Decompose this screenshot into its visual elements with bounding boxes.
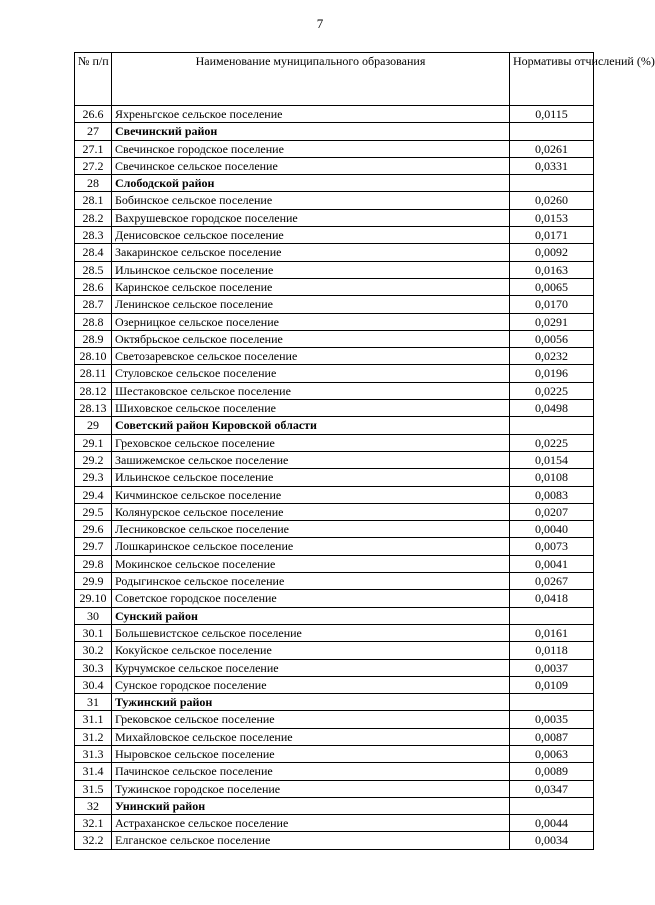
table-row bbox=[75, 106, 594, 123]
table-row bbox=[75, 278, 594, 295]
table-row bbox=[75, 382, 594, 399]
norm-value-cell: 0,0056 bbox=[510, 330, 594, 347]
norm-value-cell: 0,0267 bbox=[510, 573, 594, 590]
municipality-name-cell: Вахрушевское городское поселение bbox=[112, 209, 510, 226]
page-number: 7 bbox=[316, 16, 324, 31]
norms-table bbox=[74, 52, 655, 850]
norm-value-cell: 0,0225 bbox=[510, 382, 594, 399]
table-row bbox=[75, 676, 594, 693]
municipality-name-cell: Закаринское сельское поселение bbox=[112, 244, 510, 261]
norm-value-cell: 0,0498 bbox=[510, 400, 594, 417]
row-number-cell: 29.3 bbox=[75, 469, 112, 486]
norm-value-cell: 0,0044 bbox=[510, 815, 594, 832]
row-number-cell: 29.7 bbox=[75, 538, 112, 555]
municipality-name-cell: Денисовское сельское поселение bbox=[112, 227, 510, 244]
table-row bbox=[75, 538, 594, 555]
row-number-cell: 29.1 bbox=[75, 434, 112, 451]
table-row bbox=[75, 296, 594, 313]
norm-value-cell bbox=[510, 123, 594, 140]
table-row bbox=[75, 590, 594, 607]
table-row bbox=[75, 763, 594, 780]
norm-value-cell: 0,0041 bbox=[510, 555, 594, 572]
norm-value-cell: 0,0291 bbox=[510, 313, 594, 330]
row-number-cell: 28.1 bbox=[75, 192, 112, 209]
municipality-name-cell: Сунский район bbox=[112, 607, 510, 624]
row-number-cell: 28.3 bbox=[75, 227, 112, 244]
row-number-cell: 32.2 bbox=[75, 832, 112, 849]
table-row bbox=[75, 815, 594, 832]
norm-value-cell bbox=[510, 175, 594, 192]
row-number-cell: 29.8 bbox=[75, 555, 112, 572]
table-row bbox=[75, 521, 594, 538]
norm-value-cell: 0,0092 bbox=[510, 244, 594, 261]
row-number-cell: 29.4 bbox=[75, 486, 112, 503]
municipality-name-cell: Зашижемское сельское поселение bbox=[112, 451, 510, 468]
municipality-name-cell: Лесниковское сельское поселение bbox=[112, 521, 510, 538]
table-row bbox=[75, 573, 594, 590]
row-number-cell: 27.1 bbox=[75, 140, 112, 157]
norm-value-cell bbox=[510, 417, 594, 434]
row-number-cell: 31 bbox=[75, 694, 112, 711]
norm-value-cell: 0,0108 bbox=[510, 469, 594, 486]
district-row bbox=[75, 175, 594, 192]
norm-value-cell bbox=[510, 797, 594, 814]
norm-value-cell: 0,0163 bbox=[510, 261, 594, 278]
table-row bbox=[75, 400, 594, 417]
row-number-cell: 28.9 bbox=[75, 330, 112, 347]
table-row bbox=[75, 330, 594, 347]
row-number-cell: 29.6 bbox=[75, 521, 112, 538]
norm-value-cell: 0,0196 bbox=[510, 365, 594, 382]
municipality-name-cell: Ильинское сельское поселение bbox=[112, 469, 510, 486]
municipality-name-cell: Свечинский район bbox=[112, 123, 510, 140]
municipality-name-cell: Мокинское сельское поселение bbox=[112, 555, 510, 572]
municipality-name-cell: Свечинское городское поселение bbox=[112, 140, 510, 157]
municipality-name-cell: Греховское сельское поселение bbox=[112, 434, 510, 451]
municipality-name-cell: Шестаковское сельское поселение bbox=[112, 382, 510, 399]
table-row bbox=[75, 469, 594, 486]
norm-value-cell bbox=[510, 694, 594, 711]
row-number-cell: 28.10 bbox=[75, 348, 112, 365]
norm-value-cell: 0,0225 bbox=[510, 434, 594, 451]
district-row bbox=[75, 607, 594, 624]
municipality-name-cell: Свечинское сельское поселение bbox=[112, 157, 510, 174]
municipality-name-cell: Бобинское сельское поселение bbox=[112, 192, 510, 209]
norm-value-cell: 0,0161 bbox=[510, 624, 594, 641]
table-row bbox=[75, 244, 594, 261]
row-number-cell: 27.2 bbox=[75, 157, 112, 174]
row-number-cell: 32.1 bbox=[75, 815, 112, 832]
district-row bbox=[75, 694, 594, 711]
norm-value-cell: 0,0037 bbox=[510, 659, 594, 676]
municipality-name-cell: Родыгинское сельское поселение bbox=[112, 573, 510, 590]
municipality-name-cell: Лошкаринское сельское поселение bbox=[112, 538, 510, 555]
table-row bbox=[75, 486, 594, 503]
norm-value-cell: 0,0034 bbox=[510, 832, 594, 849]
row-number-cell: 28.13 bbox=[75, 400, 112, 417]
municipality-name-cell: Елганское сельское поселение bbox=[112, 832, 510, 849]
row-number-cell: 26.6 bbox=[75, 106, 112, 123]
row-number-cell: 27 bbox=[75, 123, 112, 140]
municipality-name-cell: Тужинский район bbox=[112, 694, 510, 711]
table-row bbox=[75, 140, 594, 157]
table-row bbox=[75, 624, 594, 641]
column-header-number: № п/п bbox=[75, 53, 112, 106]
municipality-name-cell: Светозаревское сельское поселение bbox=[112, 348, 510, 365]
norm-value-cell: 0,0260 bbox=[510, 192, 594, 209]
municipality-name-cell: Сунское городское поселение bbox=[112, 676, 510, 693]
table-row bbox=[75, 503, 594, 520]
municipality-name-cell: Курчумское сельское поселение bbox=[112, 659, 510, 676]
table-row bbox=[75, 365, 594, 382]
table-row bbox=[75, 261, 594, 278]
municipality-name-cell: Колянурское сельское поселение bbox=[112, 503, 510, 520]
norm-value-cell: 0,0063 bbox=[510, 745, 594, 762]
norm-value-cell: 0,0073 bbox=[510, 538, 594, 555]
row-number-cell: 28.5 bbox=[75, 261, 112, 278]
column-header-name: Наименование муниципального образования bbox=[112, 53, 510, 106]
row-number-cell: 29.10 bbox=[75, 590, 112, 607]
municipality-name-cell: Шиховское сельское поселение bbox=[112, 400, 510, 417]
municipality-name-cell: Астраханское сельское поселение bbox=[112, 815, 510, 832]
table-row bbox=[75, 659, 594, 676]
table-row bbox=[75, 745, 594, 762]
municipality-name-cell: Стуловское сельское поселение bbox=[112, 365, 510, 382]
municipality-name-cell: Унинский район bbox=[112, 797, 510, 814]
table-body bbox=[75, 106, 594, 850]
municipality-name-cell: Советское городское поселение bbox=[112, 590, 510, 607]
row-number-cell: 29.5 bbox=[75, 503, 112, 520]
row-number-cell: 28.4 bbox=[75, 244, 112, 261]
norm-value-cell: 0,0089 bbox=[510, 763, 594, 780]
municipality-name-cell: Михайловское сельское поселение bbox=[112, 728, 510, 745]
table-row bbox=[75, 832, 594, 849]
district-row bbox=[75, 797, 594, 814]
row-number-cell: 31.3 bbox=[75, 745, 112, 762]
district-row bbox=[75, 123, 594, 140]
row-number-cell: 30.2 bbox=[75, 642, 112, 659]
municipality-name-cell: Каринское сельское поселение bbox=[112, 278, 510, 295]
table-row bbox=[75, 313, 594, 330]
municipality-name-cell: Слободской район bbox=[112, 175, 510, 192]
table-row bbox=[75, 780, 594, 797]
row-number-cell: 31.4 bbox=[75, 763, 112, 780]
table-row bbox=[75, 192, 594, 209]
municipality-name-cell: Озерницкое сельское поселение bbox=[112, 313, 510, 330]
norm-value-cell: 0,0040 bbox=[510, 521, 594, 538]
norm-value-cell: 0,0065 bbox=[510, 278, 594, 295]
norm-value-cell: 0,0153 bbox=[510, 209, 594, 226]
norm-value-cell: 0,0171 bbox=[510, 227, 594, 244]
norm-value-cell: 0,0035 bbox=[510, 711, 594, 728]
norm-value-cell: 0,0083 bbox=[510, 486, 594, 503]
row-number-cell: 29.2 bbox=[75, 451, 112, 468]
row-number-cell: 31.5 bbox=[75, 780, 112, 797]
row-number-cell: 28 bbox=[75, 175, 112, 192]
table-row bbox=[75, 227, 594, 244]
municipality-name-cell: Яхреньгское сельское поселение bbox=[112, 106, 510, 123]
municipality-name-cell: Ныровское сельское поселение bbox=[112, 745, 510, 762]
row-number-cell: 28.7 bbox=[75, 296, 112, 313]
table-row bbox=[75, 209, 594, 226]
municipality-name-cell: Тужинское городское поселение bbox=[112, 780, 510, 797]
municipality-name-cell: Ильинское сельское поселение bbox=[112, 261, 510, 278]
table-row bbox=[75, 642, 594, 659]
row-number-cell: 28.2 bbox=[75, 209, 112, 226]
norm-value-cell: 0,0347 bbox=[510, 780, 594, 797]
norm-value-cell: 0,0109 bbox=[510, 676, 594, 693]
norm-value-cell: 0,0118 bbox=[510, 642, 594, 659]
table-row bbox=[75, 434, 594, 451]
table-row bbox=[75, 348, 594, 365]
norm-value-cell: 0,0087 bbox=[510, 728, 594, 745]
municipality-name-cell: Советский район Кировской области bbox=[112, 417, 510, 434]
row-number-cell: 28.6 bbox=[75, 278, 112, 295]
norm-value-cell bbox=[510, 607, 594, 624]
row-number-cell: 28.8 bbox=[75, 313, 112, 330]
table-row bbox=[75, 555, 594, 572]
municipality-name-cell: Кичминское сельское поселение bbox=[112, 486, 510, 503]
norm-value-cell: 0,0170 bbox=[510, 296, 594, 313]
row-number-cell: 31.1 bbox=[75, 711, 112, 728]
row-number-cell: 30 bbox=[75, 607, 112, 624]
municipality-name-cell: Октябрьское сельское поселение bbox=[112, 330, 510, 347]
table-row bbox=[75, 157, 594, 174]
table-row bbox=[75, 728, 594, 745]
norm-value-cell: 0,0418 bbox=[510, 590, 594, 607]
municipality-name-cell: Ленинское сельское поселение bbox=[112, 296, 510, 313]
row-number-cell: 29.9 bbox=[75, 573, 112, 590]
row-number-cell: 29 bbox=[75, 417, 112, 434]
municipality-name-cell: Большевистское сельское поселение bbox=[112, 624, 510, 641]
norm-value-cell: 0,0261 bbox=[510, 140, 594, 157]
norm-value-cell: 0,0115 bbox=[510, 106, 594, 123]
norm-value-cell: 0,0154 bbox=[510, 451, 594, 468]
row-number-cell: 32 bbox=[75, 797, 112, 814]
norm-value-cell: 0,0331 bbox=[510, 157, 594, 174]
table-row bbox=[75, 451, 594, 468]
row-number-cell: 30.4 bbox=[75, 676, 112, 693]
municipality-name-cell: Грековское сельское поселение bbox=[112, 711, 510, 728]
norm-value-cell: 0,0207 bbox=[510, 503, 594, 520]
municipality-name-cell: Пачинское сельское поселение bbox=[112, 763, 510, 780]
table-header-row bbox=[75, 53, 594, 106]
municipality-name-cell: Кокуйское сельское поселение bbox=[112, 642, 510, 659]
row-number-cell: 31.2 bbox=[75, 728, 112, 745]
table-row bbox=[75, 711, 594, 728]
row-number-cell: 28.12 bbox=[75, 382, 112, 399]
norm-value-cell: 0,0232 bbox=[510, 348, 594, 365]
row-number-cell: 28.11 bbox=[75, 365, 112, 382]
row-number-cell: 30.3 bbox=[75, 659, 112, 676]
district-row bbox=[75, 417, 594, 434]
column-header-value: Нормативы отчислений (%) bbox=[510, 53, 594, 106]
row-number-cell: 30.1 bbox=[75, 624, 112, 641]
